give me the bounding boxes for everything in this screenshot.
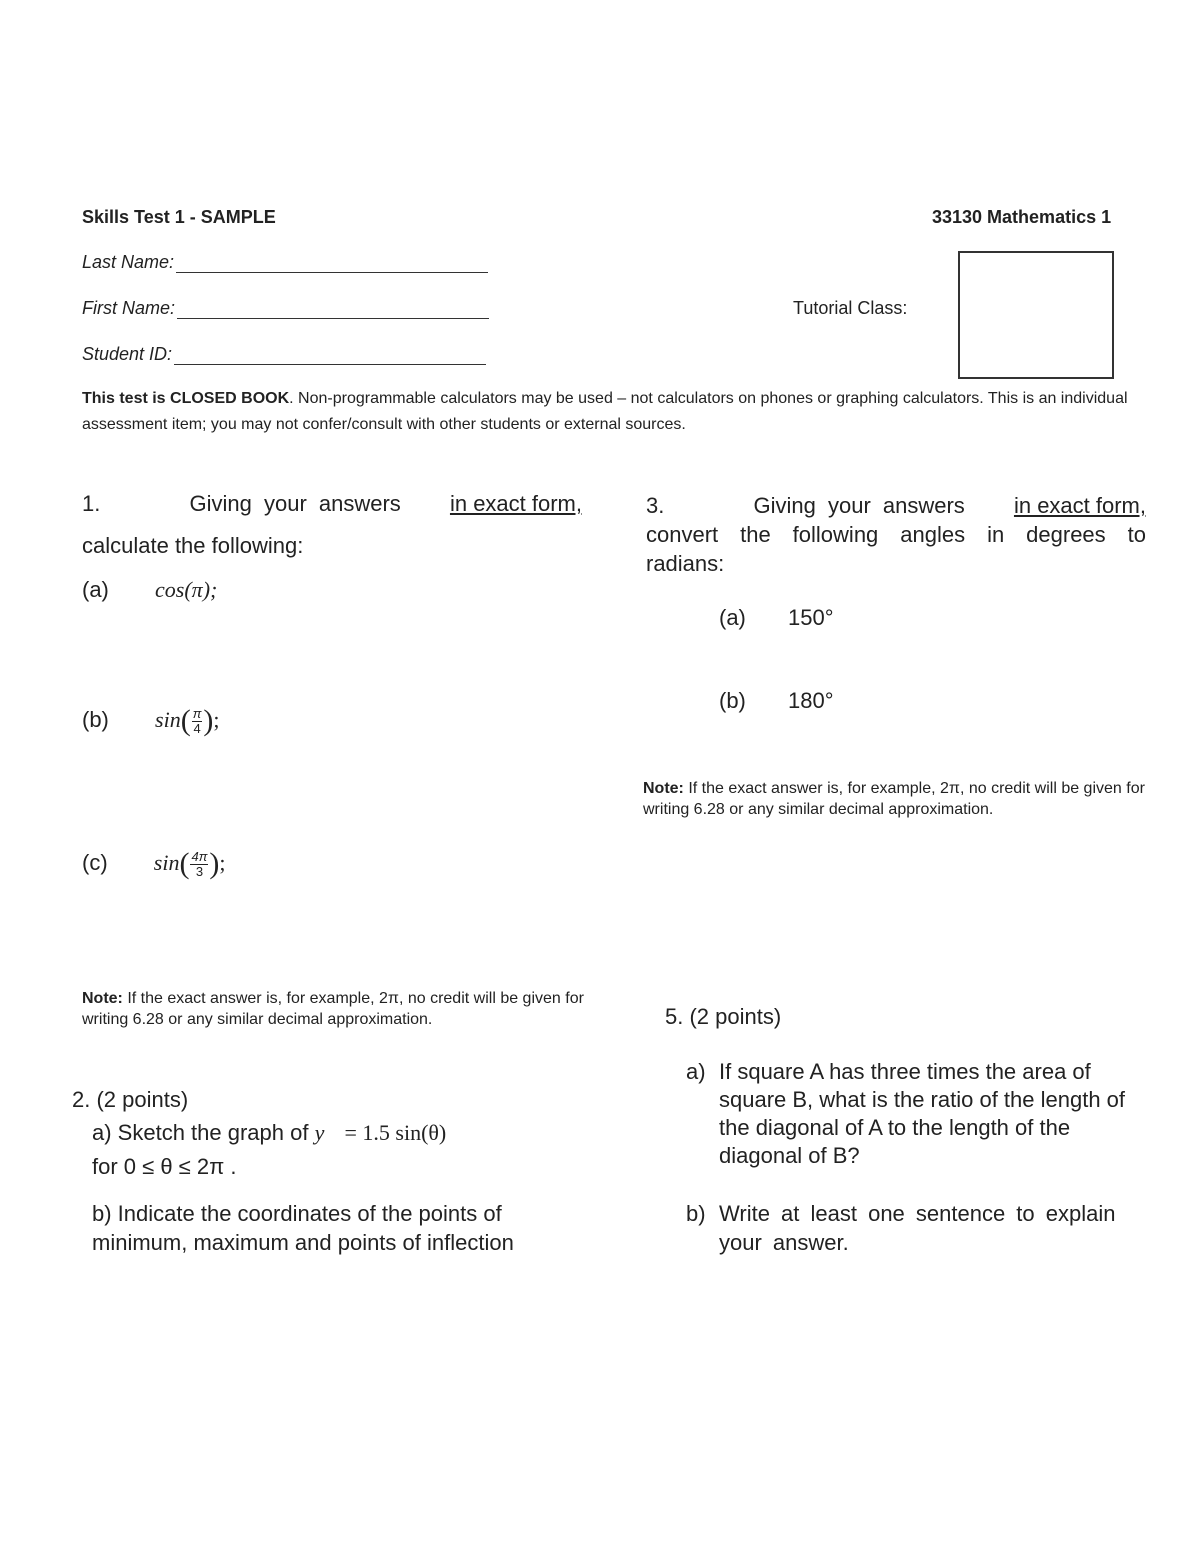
q1b-end: ; — [213, 707, 220, 732]
q1a-expr: cos(π); — [155, 577, 218, 602]
q1-part-a — [82, 575, 217, 605]
q3-lead: Giving your answers — [753, 493, 965, 518]
student-id-line[interactable] — [174, 346, 486, 365]
q1c-fraction — [190, 850, 208, 879]
q1-note-label: Note: — [82, 990, 123, 1007]
q2a-var: y — [314, 1120, 325, 1145]
q2a-range: for 0 ≤ θ ≤ 2π . — [92, 1154, 237, 1179]
q3-part-a — [719, 603, 834, 633]
q1-tail: calculate the following: — [82, 533, 304, 558]
q5-title: 5. (2 points) — [665, 1004, 782, 1029]
q3-note-label: Note: — [643, 780, 684, 797]
q1b-close-paren: ) — [203, 704, 214, 738]
q1b-func: sin — [155, 707, 181, 732]
first-name-field — [82, 298, 489, 319]
question-1 — [82, 489, 582, 561]
q1c-numerator: 4π — [191, 848, 208, 864]
question-3 — [646, 491, 1146, 578]
q3-part-b — [719, 686, 834, 716]
last-name-field — [82, 252, 488, 273]
q1b-label: (b) — [82, 707, 109, 732]
q5a-label: a) — [686, 1059, 706, 1084]
q1-note — [82, 988, 592, 1030]
q1-lead: Giving your answers — [189, 491, 401, 516]
first-name-label: First Name: — [82, 298, 176, 318]
q1-note-text: If the exact answer is, for example, 2π, no credit will be given for writing 6.28 or any similar decimal approximation. — [82, 990, 584, 1028]
q3-underlined: in exact form, — [1013, 493, 1146, 518]
first-name-line[interactable] — [177, 300, 489, 319]
instructions-text: . Non-programmable calculators may be used – not calculators on phones or graphing calculators. This is an individual assessment item; you may not confer/consult with other students or external sources. — [82, 390, 1128, 433]
q1c-end: ; — [219, 850, 226, 875]
instructions — [82, 386, 1152, 438]
student-id-label: Student ID: — [82, 344, 173, 364]
q1a-label: (a) — [82, 577, 109, 602]
q2-title: 2. (2 points) — [72, 1087, 189, 1112]
last-name-line[interactable] — [176, 254, 488, 273]
q1c-denominator: 3 — [195, 863, 204, 879]
q5-part-a — [686, 1058, 1126, 1170]
instructions-bold: This test is CLOSED BOOK — [82, 390, 290, 407]
q3-note-text: If the exact answer is, for example, 2π, no credit will be given for writing 6.28 or any similar decimal approximation. — [643, 780, 1145, 818]
q5b-label: b) — [686, 1201, 706, 1226]
q1-underlined: in exact form, — [449, 491, 582, 516]
q3b-label: (b) — [719, 688, 746, 713]
tutorial-class-label: Tutorial Class: — [793, 298, 908, 318]
q1-number: 1. — [82, 491, 101, 516]
q1-part-c — [82, 848, 226, 879]
q3-tail: convert the following angles in degrees to radians: — [646, 522, 1146, 576]
q3b-value: 180° — [788, 688, 834, 713]
q1b-denominator: 4 — [193, 720, 201, 736]
tutorial-class-box[interactable] — [958, 251, 1114, 379]
q1c-func: sin — [153, 850, 180, 875]
course-title: 33130 Mathematics 1 — [932, 207, 1112, 227]
q3-number: 3. — [646, 493, 665, 518]
q2-part-a — [92, 1118, 446, 1148]
q1c-open-paren: ( — [179, 847, 190, 881]
q2b-text: b) Indicate the coordinates of the points of minimum, maximum and points of inflection — [92, 1201, 514, 1255]
q2a-eq: = 1.5 sin(θ) — [344, 1120, 447, 1145]
q3-note — [643, 778, 1153, 820]
q1b-fraction — [192, 707, 203, 736]
q1b-numerator: π — [192, 705, 202, 721]
q3a-label: (a) — [719, 605, 746, 630]
q1b-open-paren: ( — [180, 704, 191, 738]
q5b-text: Write at least one sentence to explain your answer. — [719, 1201, 1116, 1255]
student-id-field — [82, 344, 486, 365]
q1c-close-paren: ) — [209, 847, 220, 881]
q5-part-b — [686, 1199, 1126, 1257]
test-title: Skills Test 1 - SAMPLE — [82, 207, 276, 227]
last-name-label: Last Name: — [82, 252, 175, 272]
q2a-text: a) Sketch the graph of — [92, 1120, 309, 1145]
q1c-label: (c) — [82, 850, 108, 875]
q5a-text: If square A has three times the area of square B, what is the ratio of the length of the diagonal of A to the length of the diagonal of B? — [719, 1059, 1126, 1168]
q1-part-b — [82, 705, 220, 736]
q3a-value: 150° — [788, 605, 834, 630]
